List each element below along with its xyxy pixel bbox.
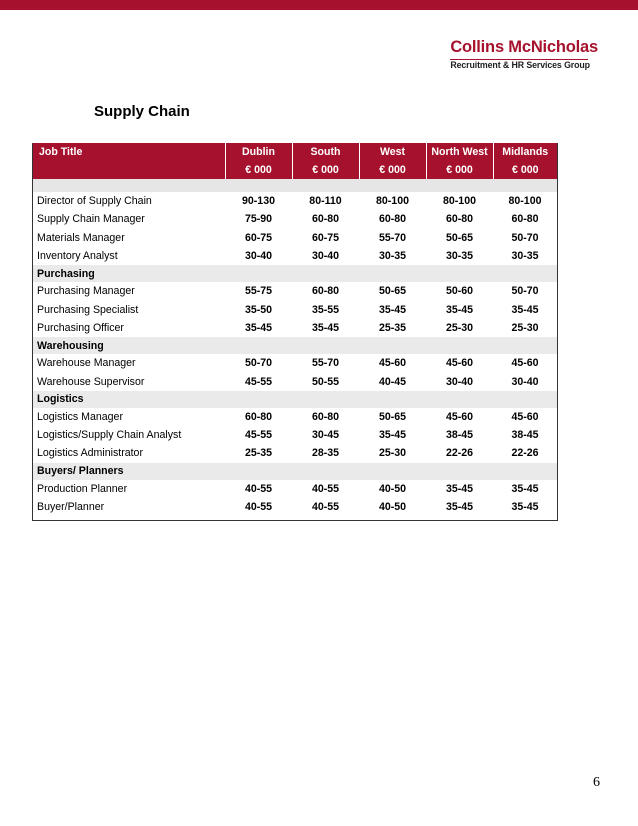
category-row: [33, 337, 557, 354]
salary-cell: 50-65: [445, 231, 474, 244]
salary-cell: 60-80: [511, 213, 539, 226]
table-row: [33, 319, 557, 337]
salary-cell: 60-80: [378, 213, 407, 226]
salary-cell: 40-45: [378, 375, 407, 388]
company-logo: [450, 38, 598, 71]
salary-cell: 35-45: [311, 321, 340, 334]
salary-cell: 25-30: [445, 321, 474, 334]
salary-cell: 60-75: [244, 231, 273, 244]
salary-cell: 40-55: [311, 501, 340, 513]
salary-cell: 25-30: [378, 447, 407, 460]
salary-cell: 60-80: [311, 213, 340, 226]
salary-cell: 35-45: [445, 501, 474, 513]
salary-cell: 30-35: [445, 250, 474, 263]
salary-cell: 50-70: [244, 357, 273, 370]
job-title-cell: Logistics Manager: [37, 410, 123, 423]
salary-cell: 35-45: [445, 482, 474, 495]
category-row: [33, 265, 557, 282]
unit-cell-4: € 000: [426, 161, 493, 179]
header-row-regions: [33, 143, 557, 161]
job-title-cell: Purchasing Officer: [37, 321, 124, 334]
salary-cell: 45-60: [378, 357, 407, 370]
job-title-cell: Purchasing Specialist: [37, 303, 139, 316]
salary-cell: 22-26: [511, 447, 539, 460]
category-label: Logistics: [33, 391, 557, 408]
salary-cell: 30-40: [244, 250, 273, 263]
bottom-padding-row: [33, 516, 557, 520]
page-number: 6: [593, 775, 600, 790]
table-header: [33, 143, 557, 179]
header-cell-4: North West: [426, 143, 493, 161]
salary-cell: 45-60: [445, 410, 474, 423]
top-accent-bar: [0, 0, 638, 10]
salary-cell: 35-45: [445, 303, 474, 316]
salary-cell: 50-70: [511, 285, 539, 298]
salary-cell: 60-80: [311, 410, 340, 423]
header-cell-1: Dublin: [225, 143, 292, 161]
salary-cell: 40-55: [311, 482, 340, 495]
job-title-cell: Supply Chain Manager: [37, 213, 145, 226]
salary-cell: 80-100: [443, 195, 476, 208]
salary-cell: 75-90: [244, 213, 273, 226]
salary-cell: 45-55: [244, 375, 273, 388]
table-row: [33, 192, 557, 210]
salary-cell: 55-70: [311, 357, 340, 370]
salary-cell: 35-45: [511, 303, 539, 316]
salary-cell: 22-26: [445, 447, 474, 460]
salary-cell: 50-65: [378, 285, 407, 298]
bottom-padding-cell: [33, 516, 557, 520]
salary-cell: 50-70: [511, 231, 539, 244]
salary-cell: 35-45: [511, 501, 539, 513]
salary-cell: 35-45: [378, 429, 407, 442]
salary-cell: 55-70: [378, 231, 407, 244]
unit-cell-3: € 000: [359, 161, 426, 179]
salary-cell: 45-55: [244, 429, 273, 442]
job-title-cell: Materials Manager: [37, 231, 125, 244]
table-row: [33, 480, 557, 498]
salary-cell: 90-130: [242, 195, 275, 208]
salary-cell: 45-60: [445, 357, 474, 370]
salary-cell: 25-35: [244, 447, 273, 460]
salary-table: [32, 143, 558, 521]
salary-cell: 35-45: [511, 482, 539, 495]
salary-cell: 35-50: [244, 303, 273, 316]
header-cell-3: West: [359, 143, 426, 161]
table-row: [33, 354, 557, 372]
salary-cell: 40-50: [378, 482, 407, 495]
unit-cell-0: [33, 161, 225, 179]
spacer-cell: [33, 179, 557, 192]
table-row: [33, 247, 557, 265]
salary-cell: 30-45: [311, 429, 340, 442]
salary-cell: 40-55: [244, 482, 273, 495]
table-row: [33, 498, 557, 516]
unit-cell-5: € 000: [493, 161, 557, 179]
salary-cell: 38-45: [445, 429, 474, 442]
table-body: [33, 179, 557, 520]
salary-cell: 50-65: [378, 410, 407, 423]
category-label: Buyers/ Planners: [33, 463, 557, 480]
salary-cell: 30-40: [311, 250, 340, 263]
salary-cell: 35-45: [244, 321, 273, 334]
logo-tagline: Recruitment & HR Services Group: [450, 60, 590, 70]
section-title: Supply Chain: [94, 103, 190, 120]
salary-cell: 60-80: [244, 410, 273, 423]
salary-cell: 40-50: [378, 501, 407, 513]
category-label: Warehousing: [33, 337, 557, 354]
salary-cell: 30-35: [511, 250, 539, 263]
category-row: [33, 463, 557, 480]
spacer-row: [33, 179, 557, 192]
salary-cell: 30-35: [378, 250, 407, 263]
table-row: [33, 444, 557, 462]
salary-cell: 60-80: [311, 285, 340, 298]
salary-cell: 50-55: [311, 375, 340, 388]
job-title-cell: Logistics Administrator: [37, 447, 143, 460]
table-row: [33, 282, 557, 300]
unit-cell-2: € 000: [292, 161, 359, 179]
header-cell-0: Job Title: [33, 143, 225, 161]
unit-cell-1: € 000: [225, 161, 292, 179]
salary-cell: 35-55: [311, 303, 340, 316]
job-title-cell: Inventory Analyst: [37, 250, 118, 263]
job-title-cell: Logistics/Supply Chain Analyst: [37, 429, 182, 442]
header-cell-5: Midlands: [493, 143, 557, 161]
salary-cell: 40-55: [244, 501, 273, 513]
salary-cell: 45-60: [511, 410, 539, 423]
table-row: [33, 210, 557, 228]
salary-cell: 80-110: [309, 195, 342, 208]
table-row: [33, 408, 557, 426]
salary-cell: 25-35: [378, 321, 407, 334]
salary-cell: 28-35: [311, 447, 340, 460]
salary-cell: 25-30: [511, 321, 539, 334]
job-title-cell: Buyer/Planner: [37, 501, 105, 513]
salary-cell: 35-45: [378, 303, 407, 316]
salary-cell: 60-80: [445, 213, 474, 226]
job-title-cell: Production Planner: [37, 482, 128, 495]
job-title-cell: Director of Supply Chain: [37, 195, 152, 208]
salary-cell: 80-100: [508, 195, 542, 208]
job-title-cell: Warehouse Supervisor: [37, 375, 145, 388]
salary-cell: 45-60: [511, 357, 539, 370]
salary-cell: 55-75: [244, 285, 273, 298]
header-row-units: [33, 161, 557, 179]
table-row: [33, 426, 557, 444]
table-row: [33, 372, 557, 390]
salary-cell: 80-100: [376, 195, 409, 208]
salary-cell: 60-75: [311, 231, 340, 244]
header-cell-2: South: [292, 143, 359, 161]
table-row: [33, 300, 557, 318]
logo-name: Collins McNicholas: [450, 38, 598, 56]
job-title-cell: Warehouse Manager: [37, 357, 136, 370]
category-label: Purchasing: [33, 265, 557, 282]
salary-table-grid: [33, 143, 557, 520]
category-row: [33, 391, 557, 408]
table-row: [33, 229, 557, 247]
salary-cell: 30-40: [445, 375, 474, 388]
salary-cell: 38-45: [511, 429, 539, 442]
salary-cell: 30-40: [511, 375, 539, 388]
salary-cell: 50-60: [445, 285, 474, 298]
job-title-cell: Purchasing Manager: [37, 285, 135, 298]
